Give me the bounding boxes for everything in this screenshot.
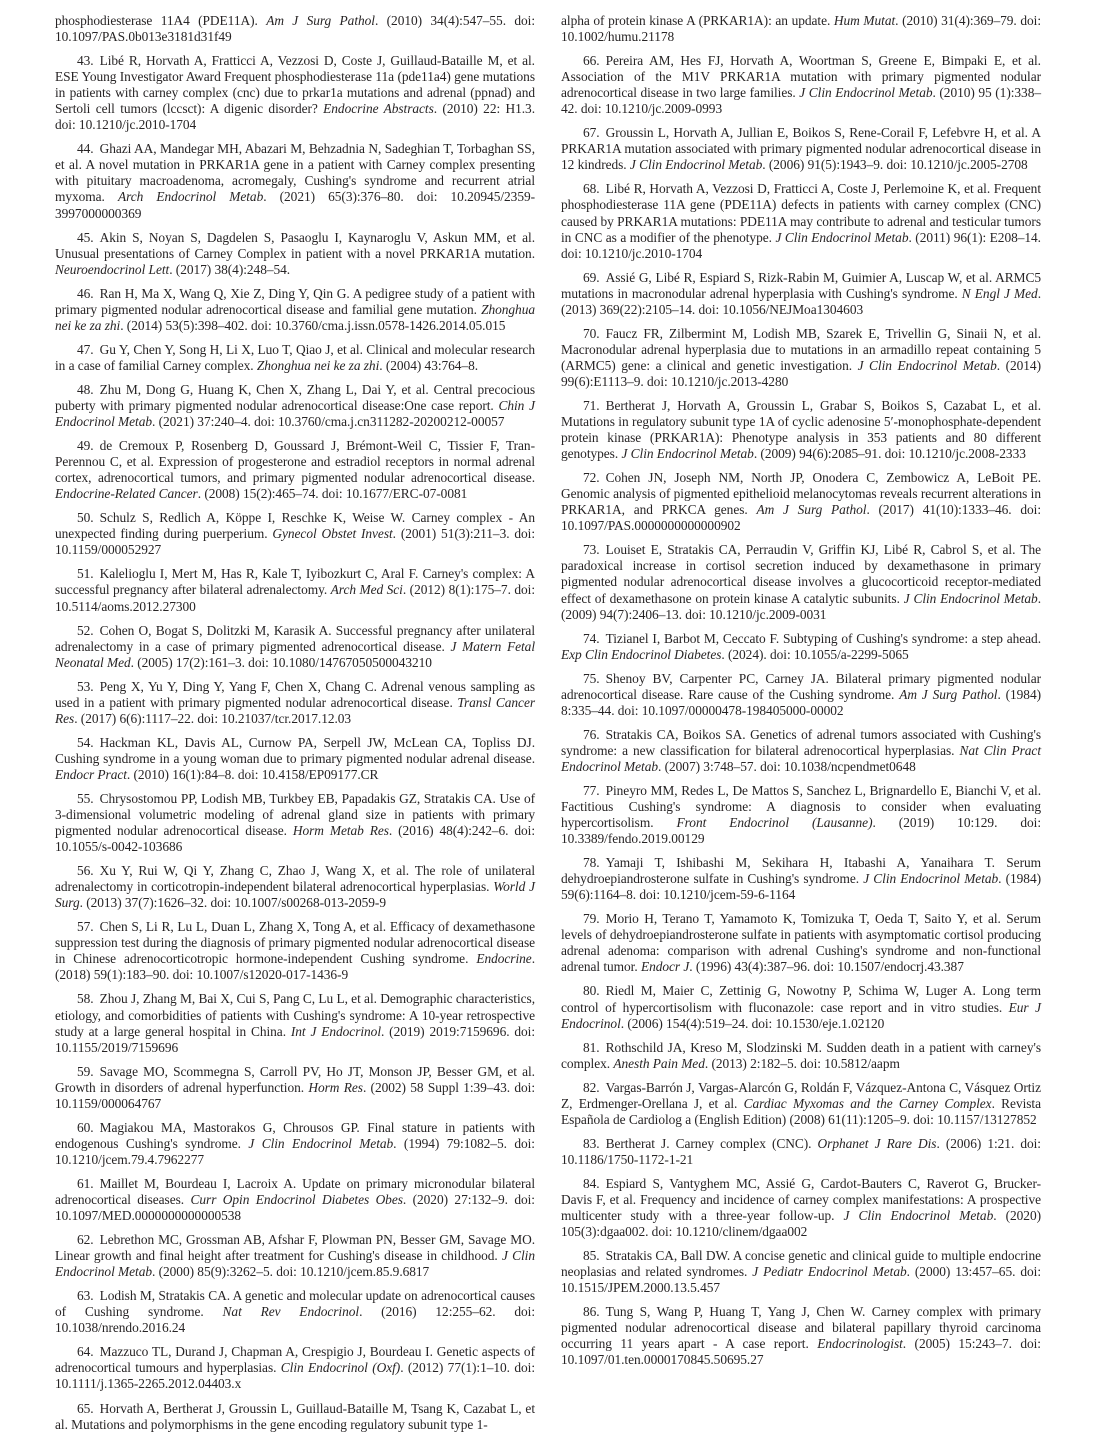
reference-text: Lodish M, Stratakis CA. A genetic and molecular update on adrenocortical causes of Cushing syndrome. [55, 1288, 535, 1320]
reference-number: 84. [583, 1175, 600, 1191]
reference-item [55, 623, 535, 671]
reference-item [561, 671, 1041, 719]
reference-text: . (2000) 85(9):3262–5. doi: 10.1210/jcem.85.9.6817 [152, 1264, 430, 1280]
reference-text: Peng X, Yu Y, Ding Y, Yang F, Chen X, Chang C. Adrenal venous sampling as used in a patient with primary pigmented nodular adrenocortical disease. [55, 678, 535, 710]
journal-name: Nat Rev Endocrinol [222, 1304, 360, 1320]
reference-item [55, 863, 535, 911]
reference-text: Morio H, Terano T, Yamamoto K, Tomizuka T, Oeda T, Saito Y, et al. Serum levels of dehydroepiandrosterone sulfate in patients with asymptomatic cortisol producing adrenal adenoma: comparison with adrenal Cushing's syndrome and non-functional adrenal tumor. [561, 911, 1041, 975]
reference-item [55, 13, 535, 45]
reference-number: 43. [77, 53, 94, 69]
reference-number: 86. [583, 1304, 600, 1320]
journal-name: J Clin Endocrinol Metab [799, 85, 933, 101]
reference-item [561, 983, 1041, 1031]
reference-text: . (2014) 53(5):398–402. doi: 10.3760/cma.j.issn.0578-1426.2014.05.015 [120, 317, 506, 333]
reference-number: 57. [77, 919, 94, 935]
reference-text: . Revista Española de Cardiolog a (English Edition) (2008) 61(11):1205–9. doi: 10.1157/13127852 [561, 1095, 1041, 1127]
reference-item [561, 855, 1041, 903]
journal-name: Am J Surg Pathol [756, 502, 867, 518]
reference-item [561, 53, 1041, 117]
reference-number: 82. [583, 1079, 600, 1095]
reference-number: 73. [583, 542, 600, 558]
reference-number: 67. [583, 125, 600, 141]
reference-text: Akin S, Noyan S, Dagdelen S, Pasaoglu I, Kaynaroglu V, Askun MM, et al. Unusual presentations of Carney Complex in patient with a novel PRKAR1A mutation. [55, 229, 535, 261]
reference-number: 49. [77, 438, 94, 454]
reference-number: 58. [77, 991, 94, 1007]
journal-name: Endocrine-Related Cancer [55, 486, 198, 502]
journal-name: Arch Med Sci [330, 582, 403, 598]
journal-name: Endocrine [476, 951, 532, 967]
reference-number: 63. [77, 1288, 94, 1304]
reference-item [55, 286, 535, 334]
reference-text: Horvath A, Bertherat J, Groussin L, Guillaud-Bataille M, Tsang K, Cazabat L, et al. Mutations and polymorphisms in the gene encoding regulatory subunit type 1- [55, 1400, 535, 1432]
reference-text: Ran H, Ma X, Wang Q, Xie Z, Ding Y, Qin G. A pedigree study of a patient with primary pigmented nodular adrenocortical disease and familial gene mutation. [55, 285, 535, 317]
reference-text: . (1996) 43(4):387–96. doi: 10.1507/endocrj.43.387 [689, 959, 964, 975]
reference-number: 44. [77, 141, 94, 157]
reference-text: Cohen JN, Joseph NM, North JP, Onodera C, Zembowicz A, LeBoit PE. Genomic analysis of pigmented epithelioid melanocytomas reveals recurrent alterations in PRKAR1A, and PRKCA genes. [561, 470, 1041, 518]
reference-text: . (2018) 59(1):183–90. doi: 10.1007/s12020-017-1436-9 [55, 951, 535, 983]
reference-text: Stratakis CA, Ball DW. A concise genetic and clinical guide to multiple endocrine neoplasias and related syndromes. [561, 1248, 1041, 1280]
reference-text: . (2001) 51(3):211–3. doi: 10.1159/000052927 [55, 526, 535, 558]
journal-name: Nat Clin Pract Endocrinol Metab [561, 742, 1041, 774]
journal-name: Int J Endocrinol [290, 1023, 381, 1039]
journal-name: Endocrinologist [817, 1336, 903, 1352]
reference-item [55, 1120, 535, 1168]
reference-item [55, 230, 535, 278]
reference-number: 62. [77, 1232, 94, 1248]
reference-item [561, 631, 1041, 663]
reference-text: . (2017) 41(10):1333–46. doi: 10.1097/PAS.0000000000000902 [561, 502, 1041, 534]
reference-text: . (2020) 27:132–9. doi: 10.1097/MED.0000000000000538 [55, 1192, 535, 1224]
journal-name: Clin Endocrinol (Oxf) [280, 1360, 401, 1376]
reference-text: Savage MO, Scommegna S, Carroll PV, Ho JT, Monson JP, Besser GM, et al. Growth in disorders of adrenal hyperfunction. [55, 1063, 535, 1095]
reference-text: Louiset E, Stratakis CA, Perraudin V, Griffin KJ, Libé R, Cabrol S, et al. The paradoxical increase in cortisol secretion induced by dexamethasone in primary pigmented nodular adrenocortical disease involves a glucocorticoid receptor-mediated effect of dexamethasone on protein kinase A catalytic subunits. [561, 542, 1041, 606]
journal-name: Hum Mutat [833, 13, 896, 28]
reference-item [55, 679, 535, 727]
journal-name: Zhonghua nei ke za zhi [256, 357, 380, 373]
reference-text: Chen S, Li R, Lu L, Duan L, Zhang X, Tong A, et al. Efficacy of dexamethasone suppression test during the diagnosis of primary pigmented nodular adrenocortical disease in Chinese adrenocorticotropic hormone-independent Cushing syndrome. [55, 919, 535, 967]
reference-text: Lebrethon MC, Grossman AB, Afshar F, Plowman PN, Besser GM, Savage MO. Linear growth and final height after treatment for Cushing's disease in childhood. [55, 1232, 535, 1264]
reference-text: Mazzuco TL, Durand J, Chapman A, Crespigio J, Bourdeau I. Genetic aspects of adrenocortical tumours and hyperplasias. [55, 1344, 535, 1376]
reference-text: Yamaji T, Ishibashi M, Sekihara H, Itabashi A, Yanaihara T. Serum dehydroepiandrosterone sulfate in Cushing's syndrome. [561, 855, 1041, 887]
reference-text: . (2013) 37(7):1626–32. doi: 10.1007/s00268-013-2059-9 [79, 895, 386, 911]
reference-item [561, 1080, 1041, 1128]
reference-number: 80. [583, 983, 600, 999]
reference-item [561, 270, 1041, 318]
reference-item [55, 1064, 535, 1112]
journal-name: Exp Clin Endocrinol Diabetes [561, 646, 722, 662]
reference-text: . (2010) 31(4):369–79. doi: 10.1002/humu.21178 [561, 13, 1041, 45]
reference-text: Stratakis CA, Boikos SA. Genetics of adrenal tumors associated with Cushing's syndrome: a new classification for bilateral adrenocortical hyperplasias. [561, 726, 1041, 758]
reference-text: Riedl M, Maier C, Zettinig G, Nowotny P, Schima W, Luger A. Long term control of hypercortisolism with fluconazole: case report and in vitro studies. [561, 983, 1041, 1015]
reference-text: . (2000) 13:457–65. doi: 10.1515/JPEM.2000.13.5.457 [561, 1264, 1041, 1296]
reference-number: 51. [77, 566, 94, 582]
reference-item [55, 919, 535, 983]
reference-item [561, 1136, 1041, 1168]
reference-item [561, 727, 1041, 775]
reference-number: 70. [583, 325, 600, 341]
reference-text: Tizianel I, Barbot M, Ceccato F. Subtyping of Cushing's syndrome: a step ahead. [605, 630, 1041, 646]
journal-name: J Clin Endocrinol Metab [903, 590, 1038, 606]
reference-text: . (1984) 8:335–44. doi: 10.1097/00000478-198405000-00002 [561, 686, 1041, 718]
reference-text: Bertherat J. Carney complex (CNC). [605, 1135, 818, 1151]
reference-item [561, 470, 1041, 534]
journal-name: Transl Cancer Res [55, 694, 535, 726]
reference-number: 59. [77, 1063, 94, 1079]
reference-number: 45. [77, 229, 94, 245]
journal-name: Horm Res [308, 1079, 363, 1095]
reference-text: . (2017) 38(4):248–54. [169, 261, 291, 277]
reference-text: . (2020) 105(3):dgaa002. doi: 10.1210/clinem/dgaa002 [561, 1208, 1042, 1240]
reference-text: Hackman KL, Davis AL, Curnow PA, Serpell JW, McLean CA, Topliss DJ. Cushing syndrome in a young woman due to primary pigmented nodular adrenal disease. [55, 734, 535, 766]
reference-text: Pineyro MM, Redes L, De Mattos S, Sanchez L, Brignardello E, Bianchi V, et al. Factitious Cushing's syndrome: A diagnosis to consider when evaluating hypercortisolism. [561, 782, 1041, 831]
reference-item [55, 1232, 535, 1280]
reference-text: Faucz FR, Zilbermint M, Lodish MB, Szarek E, Trivellin G, Sinaii N, et al. Macronodular adrenal hyperplasia due to mutations in an armadillo repeat containing 5 (ARMC5) gene: a clinical and genetic investigation. [561, 325, 1041, 373]
reference-number: 50. [77, 510, 94, 526]
reference-number: 75. [583, 670, 600, 686]
reference-number: 69. [583, 269, 600, 285]
reference-number: 48. [77, 381, 94, 397]
reference-item [561, 398, 1041, 462]
reference-item [55, 510, 535, 558]
reference-text: Libé R, Horvath A, Vezzosi D, Fratticci A, Coste J, Perlemoine K, et al. Frequent phosphodiesterase 11A gene (PDE11A) defects in patients with carney complex (CNC) caused by PRKAR1A mutations: PDE11A may contribute to adrenal and testicular tumors in CNC as a modifier of the phenotype. [561, 181, 1041, 245]
journal-name: Cardiac Myxomas and the Carney Complex [743, 1095, 992, 1111]
reference-text: . (2019) 10:129. doi: 10.3389/fendo.2019.00129 [561, 815, 1042, 847]
reference-number: 76. [583, 726, 600, 742]
reference-text: Cohen O, Bogat S, Dolitzki M, Karasik A. Successful pregnancy after unilateral adrenalectomy in a case of primary pigmented adrenocortical disease. [55, 622, 535, 654]
reference-text: Assié G, Libé R, Espiard S, Rizk-Rabin M, Guimier A, Luscap W, et al. ARMC5 mutations in macronodular adrenal hyperplasia with Cushing's syndrome. [561, 269, 1041, 301]
reference-text: . (2012) 77(1):1–10. doi: 10.1111/j.1365-2265.2012.04403.x [55, 1360, 535, 1392]
reference-text: . (2012) 8(1):175–7. doi: 10.5114/aoms.2012.27300 [55, 582, 536, 614]
reference-text: . (2002) 58 Suppl 1:39–43. doi: 10.1159/000064767 [55, 1079, 536, 1111]
reference-item [55, 566, 535, 614]
reference-text: Kalelioglu I, Mert M, Has R, Kale T, Iyibozkurt C, Aral F. Carney's complex: A successful pregnancy after bilateral adrenalectomy. [55, 566, 535, 598]
reference-item [561, 1248, 1041, 1296]
journal-name: J Clin Endocrinol Metab [863, 871, 999, 887]
reference-text: Shenoy BV, Carpenter PC, Carney JA. Bilateral primary pigmented nodular adrenocortical disease. Rare cause of the Cushing syndrome. [561, 670, 1041, 702]
reference-number: 78. [583, 855, 600, 871]
reference-number: 79. [583, 911, 600, 927]
reference-number: 60. [77, 1119, 94, 1135]
journal-name: J Clin Endocrinol Metab [621, 446, 754, 462]
reference-text: . (2017) 6(6):1117–22. doi: 10.21037/tcr.2017.12.03 [74, 710, 352, 726]
reference-text: Rothschild JA, Kreso M, Slodzinski M. Sudden death in a patient with carney's complex. [561, 1039, 1041, 1071]
journal-name: J Clin Endocrinol Metab [775, 229, 909, 245]
reference-text: . (2005) 15:243–7. doi: 10.1097/01.ten.0000170845.50695.27 [561, 1336, 1041, 1368]
reference-text: . (2021) 37:240–4. doi: 10.3760/cma.j.cn311282-20200212-00057 [152, 414, 505, 430]
journal-name: World J Surg [55, 879, 535, 911]
journal-name: Endocrine Abstracts [323, 101, 434, 117]
reference-item [561, 181, 1041, 261]
journal-name: Am J Surg Pathol [266, 13, 375, 28]
journal-name: J Clin Endocrinol Metab [248, 1135, 394, 1151]
reference-item [55, 1344, 535, 1392]
reference-number: 56. [77, 863, 94, 879]
reference-item [561, 1040, 1041, 1072]
journal-name: J Clin Endocrinol Metab [857, 357, 997, 373]
references-column-right [561, 13, 1041, 1441]
reference-number: 71. [583, 397, 600, 413]
reference-text: . (1984) 59(6):1164–8. doi: 10.1210/jcem-59-6-1164 [561, 871, 1042, 903]
reference-text: . (2004) 43:764–8. [379, 357, 479, 373]
journal-name: J Clin Endocrinol Metab [629, 157, 763, 173]
reference-text: . (2006) 154(4):519–24. doi: 10.1530/eje.1.02120 [620, 1015, 885, 1031]
reference-text: . (2016) 48(4):242–6. doi: 10.1055/s-0042-103686 [55, 823, 535, 855]
reference-number: 55. [77, 790, 94, 806]
reference-text: . (2013) 369(22):2105–14. doi: 10.1056/NEJMoa1304603 [561, 285, 1041, 317]
reference-number: 61. [77, 1175, 94, 1191]
reference-number: 52. [77, 622, 94, 638]
reference-number: 72. [583, 470, 600, 486]
reference-text: . (2016) 12:255–62. doi: 10.1038/nrendo.2016.24 [55, 1304, 535, 1336]
reference-number: 83. [583, 1135, 600, 1151]
reference-item [561, 911, 1041, 975]
reference-number: 74. [583, 630, 600, 646]
reference-item [55, 438, 535, 502]
reference-number: 85. [583, 1248, 600, 1264]
reference-text: Zhou J, Zhang M, Bai X, Cui S, Pang C, Lu L, et al. Demographic characteristics, etiology, and comorbidities of patients with Cushing's syndrome: A 10-year retrospective study at a large general hospital in China. [55, 991, 535, 1039]
reference-item [55, 1288, 535, 1336]
reference-text: . (2021) 65(3):376–80. doi: 10.20945/2359-3997000000369 [55, 189, 536, 221]
journal-name: Arch Endocrinol Metab [117, 189, 264, 205]
reference-number: 66. [583, 53, 600, 69]
reference-text: Gu Y, Chen Y, Song H, Li X, Luo T, Qiao J, et al. Clinical and molecular research in a case of familial Carney complex. [55, 341, 535, 373]
reference-item [55, 791, 535, 855]
reference-number: 46. [77, 285, 94, 301]
reference-item [561, 1176, 1041, 1240]
reference-text: . (2011) 96(1): E208–14. doi: 10.1210/jc.2010-1704 [561, 229, 1041, 261]
reference-number: 77. [583, 782, 600, 798]
journal-name: Eur J Endocrinol [561, 999, 1041, 1031]
reference-text: . (2008) 15(2):465–74. doi: 10.1677/ERC-07-0081 [197, 486, 468, 502]
journal-name: Zhonghua nei ke za zhi [55, 301, 535, 333]
reference-number: 65. [77, 1400, 94, 1416]
reference-text: . (2007) 3:748–57. doi: 10.1038/ncpendmet0648 [658, 758, 916, 774]
reference-text: . (2010) 22: H1.3. doi: 10.1210/jc.2010-1704 [55, 101, 535, 133]
reference-text: alpha of protein kinase A (PRKAR1A): an update. [561, 13, 834, 28]
reference-text: . (1994) 79:1082–5. doi: 10.1210/jcem.79.4.7962277 [55, 1135, 535, 1167]
reference-text: Ghazi AA, Mandegar MH, Abazari M, Behzadnia N, Sadeghian T, Torbaghan SS, et al. A novel mutation in PRKAR1A gene in a patient with Carney complex presenting with pituitary macroadenoma, acromegaly, Cushing's syndrome and recurrent atrial myxoma. [55, 141, 535, 205]
reference-text: Espiard S, Vantyghem MC, Assié G, Cardot-Bauters C, Raverot G, Brucker-Davis F, et al. Frequency and incidence of carney complex manifestations: A prospective multicenter study with a three-year follow-up. [561, 1175, 1041, 1224]
journal-name: Endocr J [640, 959, 690, 975]
reference-text: . (2006) 1:21. doi: 10.1186/1750-1172-1-21 [561, 1135, 1041, 1167]
reference-text: . (2010) 34(4):547–55. doi: 10.1097/PAS.0b013e3181d31f49 [55, 13, 536, 45]
reference-text: . (2006) 91(5):1943–9. doi: 10.1210/jc.2005-2708 [762, 157, 1028, 173]
journal-name: Neuroendocrinol Lett [55, 261, 170, 277]
reference-text: Xu Y, Rui W, Qi Y, Zhang C, Zhao J, Wang X, et al. The role of unilateral adrenalectomy in corticotropin-independent bilateral adrenocortical hyperplasias. [55, 863, 535, 895]
reference-item [55, 53, 535, 133]
reference-text: Zhu M, Dong G, Huang K, Chen X, Zhang L, Dai Y, et al. Central precocious puberty with primary pigmented nodular adrenocortical disease:One case report. [55, 381, 535, 413]
journal-name: Chin J Endocrinol Metab [55, 397, 535, 430]
reference-text: Groussin L, Horvath A, Jullian E, Boikos S, Rene-Corail F, Lefebvre H, et al. A PRKAR1A mutation associated with primary pigmented nodular adrenocortical disease in 12 kindreds. [561, 125, 1041, 173]
reference-text: phosphodiesterase 11A4 (PDE11A). [55, 13, 267, 28]
reference-text: Maillet M, Bourdeau I, Lacroix A. Update on primary micronodular bilateral adrenocortical diseases. [55, 1175, 535, 1207]
reference-text: Vargas-Barrón J, Vargas-Alarcón G, Roldán F, Vázquez-Antona C, Vásquez Ortiz Z, Erdmenger-Orellana J, et al. [561, 1079, 1041, 1111]
reference-item [561, 1304, 1041, 1368]
journal-name: Front Endocrinol (Lausanne) [676, 815, 873, 831]
reference-text: . (2009) 94(7):2406–13. doi: 10.1210/jc.2009-0031 [561, 590, 1041, 622]
journal-name: Curr Opin Endocrinol Diabetes Obes [190, 1192, 403, 1207]
reference-text: Chrysostomou PP, Lodish MB, Turkbey EB, Papadakis GZ, Stratakis CA. Use of 3-dimensional volumetric modeling of adrenal gland size in patients with primary pigmented nodular adrenocortical disease. [55, 790, 535, 839]
reference-text: . (2013) 2:182–5. doi: 10.5812/aapm [704, 1055, 900, 1071]
reference-text: Libé R, Horvath A, Fratticci A, Vezzosi D, Coste J, Guillaud-Bataille M, et al. ESE Young Investigator Award Frequent phosphodiesterase 11a (pde11a4) gene mutations in patients with carney complex (cnc) due to prkar1a mutations and adrenal (ppnad) and Sertoli cell tumors (lccsct): A digenic disorder? [55, 53, 535, 117]
reference-text: Magiakou MA, Mastorakos G, Chrousos GP. Final stature in patients with endogenous Cushing's syndrome. [55, 1119, 535, 1151]
reference-item [561, 783, 1041, 847]
reference-text: de Cremoux P, Rosenberg D, Goussard J, Brémont-Weil C, Tissier F, Tran-Perennou C, et al. Expression of progesterone and estradiol receptors in normal adrenal cortex, adrenocortical tumors, and primary pigmented nodular adrenocortical disease. [55, 438, 535, 486]
journal-name: Horm Metab Res [292, 823, 389, 839]
reference-text: Bertherat J, Horvath A, Groussin L, Grabar S, Boikos S, Cazabat L, et al. Mutations in regulatory subunit type 1A of cyclic adenosine 5′-monophosphate-dependent protein kinase (PRKAR1A): Phenotype analysis in 353 patients and 80 different genotypes. [561, 397, 1041, 462]
reference-item [561, 125, 1041, 173]
reference-text: . (2005) 17(2):161–3. doi: 10.1080/14767050500043210 [130, 654, 432, 670]
reference-item [55, 342, 535, 374]
reference-item [561, 542, 1041, 622]
reference-item [55, 1176, 535, 1224]
journal-name: J Clin Endocrinol Metab [843, 1208, 994, 1224]
journal-name: N Engl J Med [961, 285, 1038, 301]
reference-number: 81. [583, 1039, 600, 1055]
reference-text: Schulz S, Redlich A, Köppe I, Reschke K, Weise W. Carney complex - An unexpected finding during puerperium. [55, 510, 535, 542]
reference-item [561, 13, 1041, 45]
reference-text: Pereira AM, Hes FJ, Horvath A, Woortman S, Greene E, Bimpaki E, et al. Association of the M1V PRKAR1A mutation with primary pigmented nodular adrenocortical disease in two large families. [561, 53, 1041, 101]
reference-item [561, 326, 1041, 390]
reference-text: . (2019) 2019:7159696. doi: 10.1155/2019/7159696 [55, 1023, 536, 1055]
reference-number: 64. [77, 1344, 94, 1360]
journal-name: Endocr Pract [55, 766, 127, 782]
reference-item [55, 735, 535, 783]
reference-number: 47. [77, 341, 94, 357]
two-column-layout [55, 13, 1046, 1441]
reference-number: 53. [77, 678, 94, 694]
reference-number: 68. [583, 181, 600, 197]
journal-name: J Matern Fetal Neonatal Med [55, 638, 535, 670]
journal-name: J Pediatr Endocrinol Metab [752, 1264, 907, 1280]
reference-text: . (2024). doi: 10.1055/a-2299-5065 [721, 646, 909, 662]
reference-text: Tung S, Wang P, Huang T, Yang J, Chen W. Carney complex with primary pigmented nodular adrenocortical disease and bilateral papillary thyroid carcinoma occurring 11 years apart - A case report. [561, 1304, 1041, 1352]
reference-text: . (2014) 99(6):E1113–9. doi: 10.1210/jc.2013-4280 [561, 357, 1041, 389]
references-column-left [55, 13, 535, 1441]
journal-name: Am J Surg Pathol [899, 686, 998, 702]
reference-item [55, 382, 535, 430]
reference-item [55, 1401, 535, 1433]
reference-text: . (2010) 95 (1):338–42. doi: 10.1210/jc.2009-0993 [561, 85, 1041, 117]
reference-text: . (2010) 16(1):84–8. doi: 10.4158/EP09177.CR [126, 766, 379, 782]
reference-number: 54. [77, 734, 94, 750]
reference-item [55, 141, 535, 221]
reference-item [55, 991, 535, 1055]
journal-name: Orphanet J Rare Dis [817, 1135, 937, 1151]
reference-text: . (2009) 94(6):2085–91. doi: 10.1210/jc.2008-2333 [753, 446, 1026, 462]
journal-name: Anesth Pain Med [613, 1055, 705, 1071]
journal-name: Gynecol Obstet Invest [272, 526, 393, 542]
journal-name: J Clin Endocrinol Metab [55, 1248, 535, 1280]
